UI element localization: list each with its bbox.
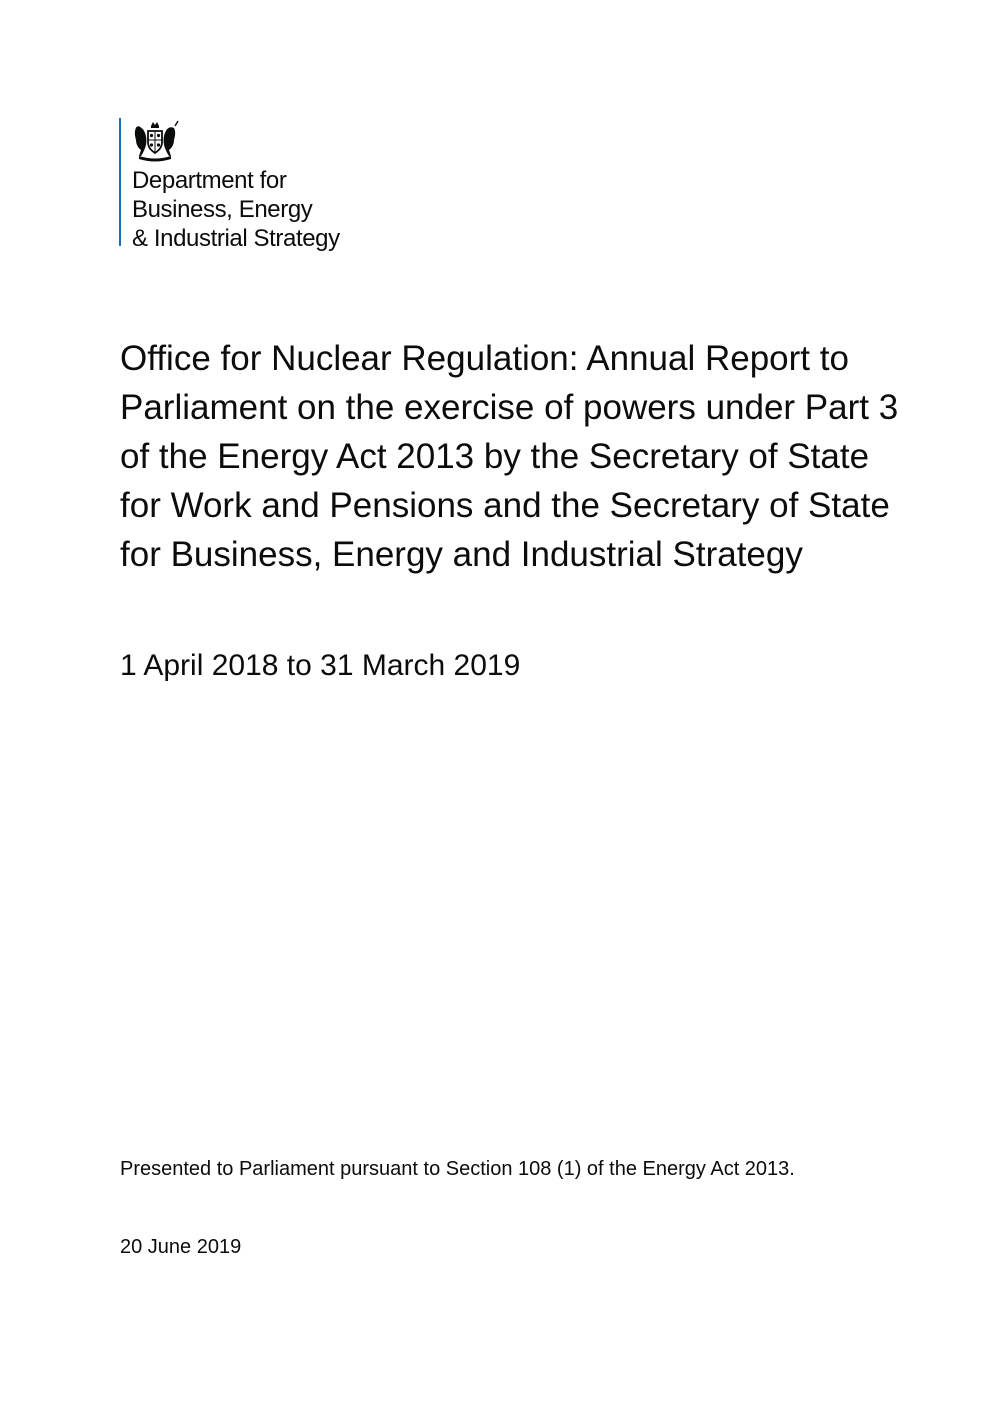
department-name	[132, 166, 340, 253]
reporting-period: 1 April 2018 to 31 March 2019	[120, 649, 521, 682]
publication-date: 20 June 2019	[120, 1236, 242, 1258]
department-name-line: Department for	[132, 167, 287, 194]
presented-statement: Presented to Parliament pursuant to Section 108 (1) of the Energy Act 2013.	[120, 1158, 795, 1180]
royal-coat-of-arms-icon	[131, 120, 179, 162]
department-name-line: & Industrial Strategy	[132, 225, 340, 252]
report-title: Office for Nuclear Regulation: Annual Report to Parliament on the exercise of powers under Part 3 of the Energy Act 2013 by the Secretary of State for Work and Pensions and the Secretary of State for Business, Energy and Industrial Strategy	[120, 339, 899, 574]
department-name-line: Business, Energy	[132, 196, 313, 223]
department-logo	[119, 118, 419, 252]
logo-divider-rule	[119, 118, 121, 246]
